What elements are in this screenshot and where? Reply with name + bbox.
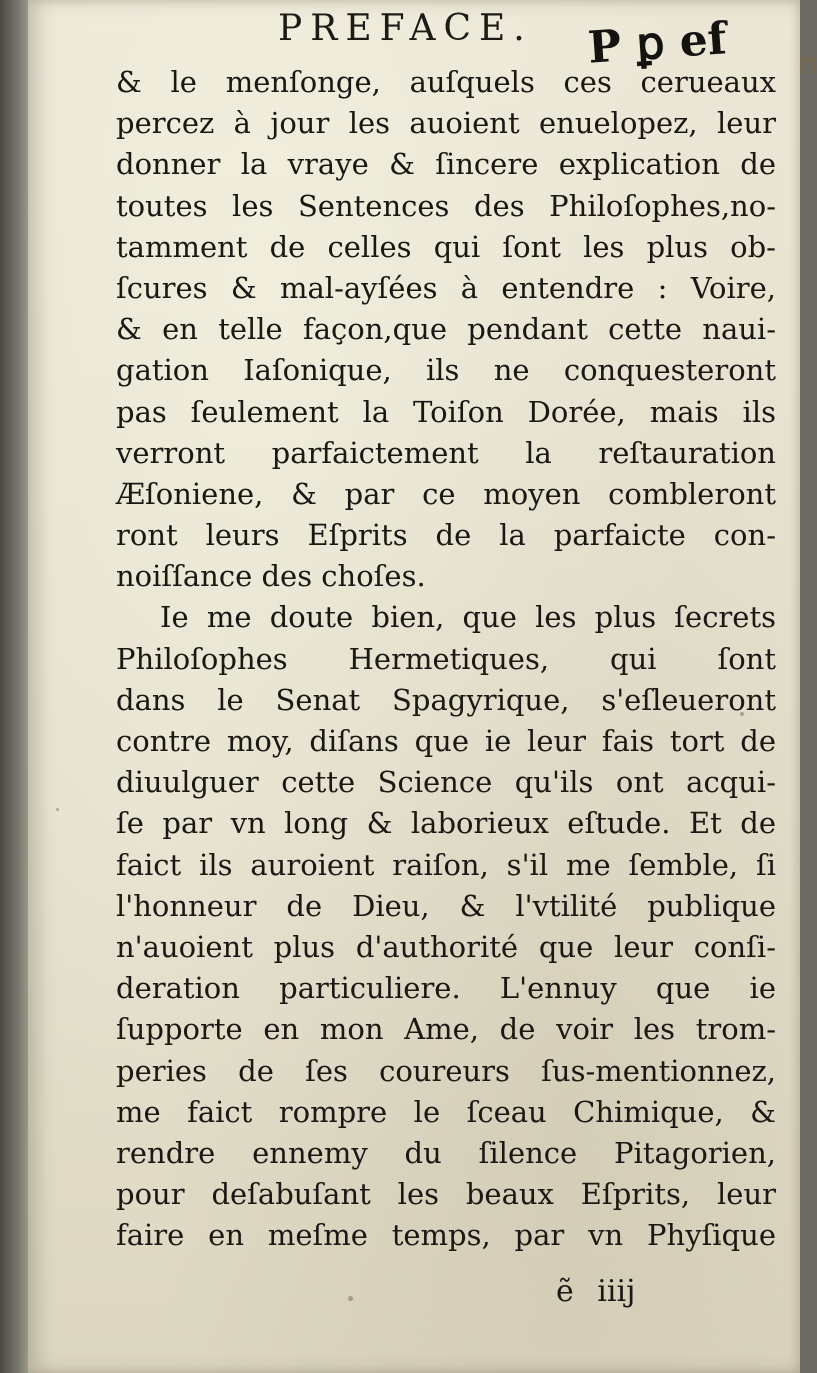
text-line: ſcures & mal-ayſées à entendre : Voire, [116, 270, 776, 305]
text-line: ront leurs Eſprits de la parfaicte con- [116, 518, 776, 553]
text-line: Philoſophes Hermetiques, qui ſont [116, 641, 776, 676]
text-line: diuulguer cette Science qu'ils ont acqui- [116, 765, 776, 800]
paper-speck [718, 1240, 721, 1243]
paper-speck [740, 712, 744, 716]
book-page [28, 0, 817, 1373]
text-line: gation Iaſonique, ils ne conquesteront [116, 353, 776, 388]
book-gutter-shadow [0, 0, 28, 1373]
text-line: percez à jour les auoient enuelopez, leur [116, 106, 776, 141]
text-line: rendre ennemy du ſilence Pitagorien, [116, 1135, 776, 1170]
text-line: pas ſeulement la Toiſon Dorée, mais ils [116, 394, 776, 429]
text-line-paragraph-start: Ie me doute bien, que les plus ſecrets [160, 600, 776, 635]
text-line: deration particuliere. L'ennuy que ie [116, 971, 776, 1006]
page-body-text [116, 62, 776, 1256]
text-line: toutes les Sentences des Philoſophes,no- [116, 188, 776, 223]
text-line: ſupporte en mon Ame, de voir les trom- [116, 1012, 776, 1047]
text-line: contre moy, diſans que ie leur fais tort de [116, 724, 776, 758]
text-line: Æſoniene, & par ce moyen combleront [116, 476, 776, 511]
text-line: & le menſonge, auſquels ces cerueaux [116, 65, 776, 99]
text-line: verront parfaictement la reſtauration [116, 435, 776, 470]
text-line-paragraph-end: noiſſance des choſes. [116, 559, 426, 594]
text-line: tamment de celles qui ſont les plus ob- [116, 229, 776, 264]
text-line: peries de ſes coureurs ſus-mentionnez, [116, 1053, 776, 1088]
text-line: n'auoient plus d'authorité que leur conſi- [116, 929, 776, 964]
text-line: me faict rompre le ſceau Chimique, & [116, 1094, 776, 1129]
text-line: pour deſabuſant les beaux Eſprits, leur [116, 1177, 776, 1212]
text-line: faict ils auroient raiſon, s'il me ſemble, ſi [116, 847, 776, 882]
paper-speck [56, 808, 59, 811]
paper-speck [348, 1296, 353, 1301]
text-line: ſe par vn long & laborieux eſtude. Et de [116, 806, 776, 841]
running-head: PREFACE. [278, 8, 533, 49]
text-line: & en telle façon,que pendant cette naui- [116, 312, 776, 347]
text-line: l'honneur de Dieu, & l'vtilité publique [116, 888, 776, 923]
signature-mark: ẽ iiij [556, 1274, 636, 1309]
margin-mark: n [798, 46, 817, 81]
text-line: faire en meſme temps, par vn Phyſique [116, 1218, 776, 1253]
handwritten-annotation: P ꝑ ef [586, 13, 729, 74]
text-line: dans le Senat Spagyrique, s'eſleueront [116, 682, 776, 717]
text-line: donner la vraye & ſincere explication de [116, 147, 776, 182]
